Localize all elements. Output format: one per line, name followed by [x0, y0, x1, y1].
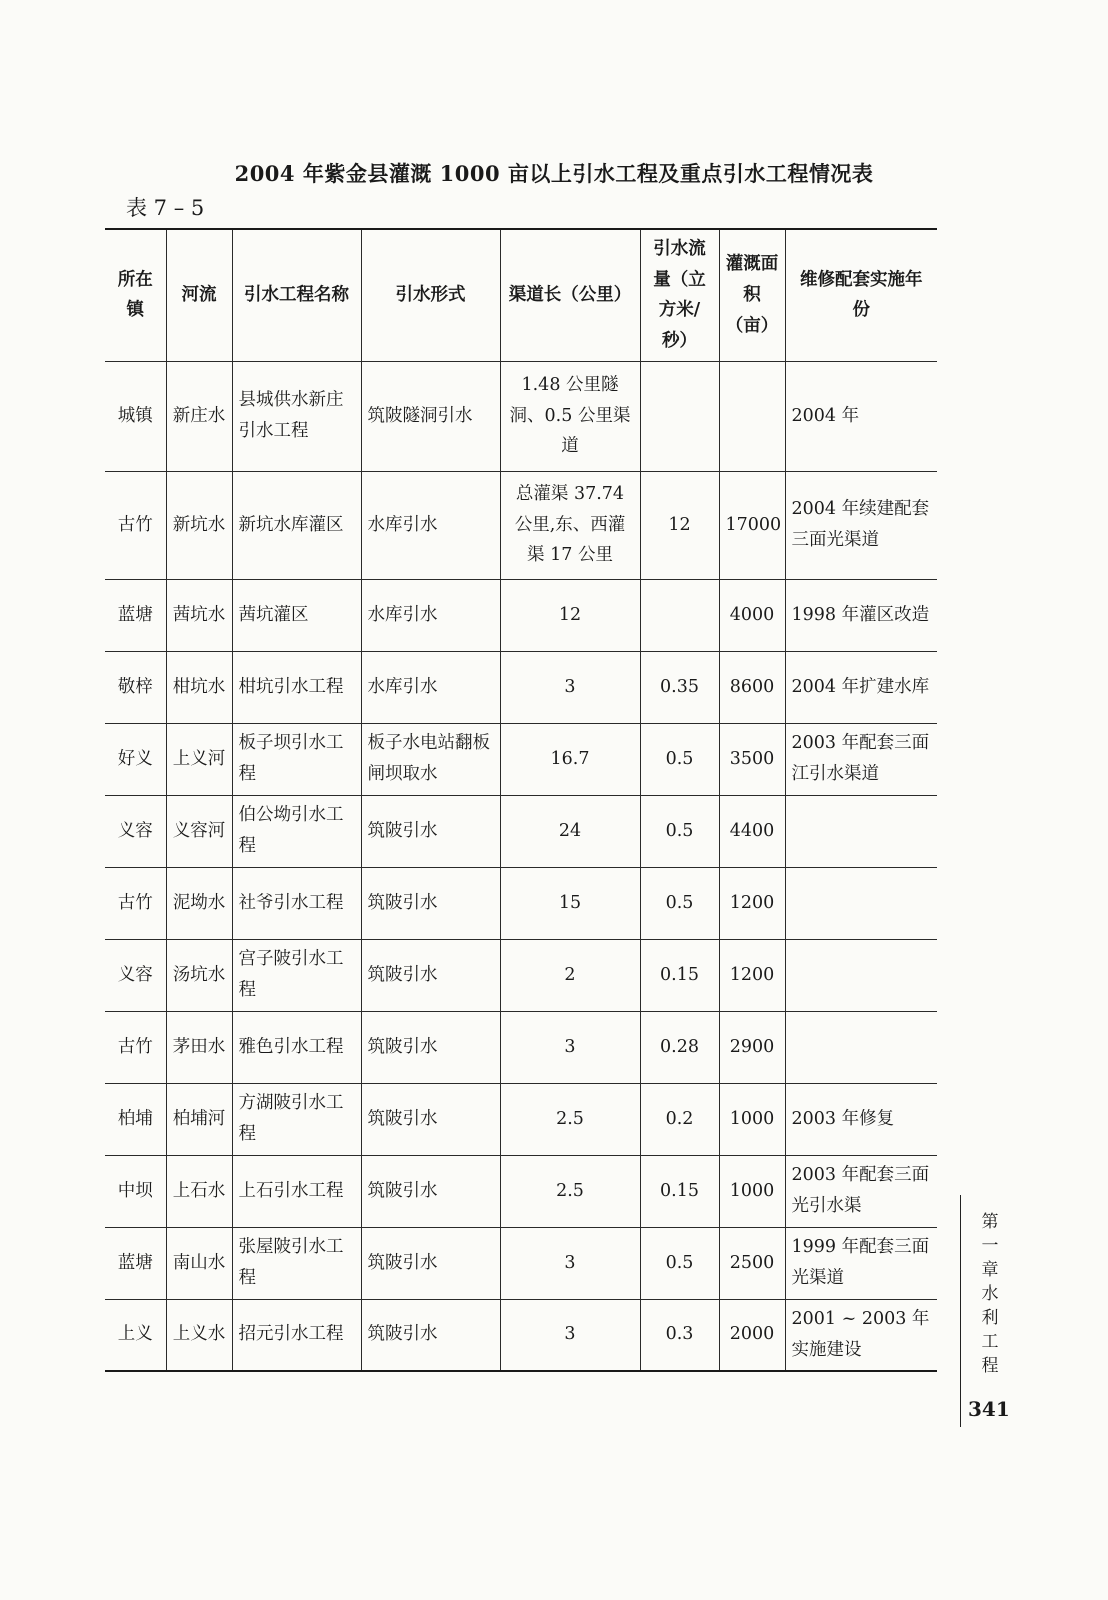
cell-length: 2	[500, 939, 640, 1011]
cell-length: 3	[500, 1011, 640, 1083]
table-row	[105, 795, 937, 867]
cell-flow: 0.15	[640, 939, 719, 1011]
header-year: 维修配套实施年份	[785, 229, 937, 361]
cell-town: 好义	[105, 723, 166, 795]
cell-form: 筑陂引水	[361, 939, 500, 1011]
cell-area: 2500	[719, 1227, 785, 1299]
cell-form: 筑陂引水	[361, 795, 500, 867]
cell-river: 柏埔河	[166, 1083, 232, 1155]
table-row	[105, 1083, 937, 1155]
cell-river: 茅田水	[166, 1011, 232, 1083]
cell-area: 4000	[719, 579, 785, 651]
cell-river: 上义河	[166, 723, 232, 795]
cell-flow: 0.28	[640, 1011, 719, 1083]
table-row	[105, 651, 937, 723]
cell-name: 板子坝引水工程	[232, 723, 361, 795]
cell-river: 上义水	[166, 1299, 232, 1371]
cell-form: 筑陂隧洞引水	[361, 361, 500, 471]
cell-name: 伯公坳引水工程	[232, 795, 361, 867]
cell-name: 柑坑引水工程	[232, 651, 361, 723]
cell-year: 2003 年配套三面光引水渠	[785, 1155, 937, 1227]
table-row	[105, 1155, 937, 1227]
cell-flow: 12	[640, 471, 719, 579]
cell-flow	[640, 361, 719, 471]
cell-form: 水库引水	[361, 579, 500, 651]
cell-name: 招元引水工程	[232, 1299, 361, 1371]
header-project-name: 引水工程名称	[232, 229, 361, 361]
cell-area: 4400	[719, 795, 785, 867]
page-title: 2004 年紫金县灌溉 1000 亩以上引水工程及重点引水工程情况表	[234, 161, 874, 186]
cell-area: 2000	[719, 1299, 785, 1371]
table-row	[105, 723, 937, 795]
cell-flow: 0.15	[640, 1155, 719, 1227]
cell-length: 2.5	[500, 1155, 640, 1227]
cell-flow: 0.5	[640, 795, 719, 867]
cell-year: 2004 年续建配套三面光渠道	[785, 471, 937, 579]
cell-river: 柑坑水	[166, 651, 232, 723]
cell-town: 古竹	[105, 1011, 166, 1083]
header-town: 所在镇	[105, 229, 166, 361]
cell-length: 3	[500, 651, 640, 723]
cell-river: 新庄水	[166, 361, 232, 471]
cell-area: 1000	[719, 1155, 785, 1227]
table-number: 表 7 – 5	[126, 196, 205, 220]
page-number: 341	[968, 1397, 1010, 1421]
cell-area: 1200	[719, 867, 785, 939]
cell-town: 义容	[105, 795, 166, 867]
cell-name: 方湖陂引水工程	[232, 1083, 361, 1155]
cell-river: 南山水	[166, 1227, 232, 1299]
cell-name: 新坑水库灌区	[232, 471, 361, 579]
cell-form: 水库引水	[361, 471, 500, 579]
cell-length: 3	[500, 1299, 640, 1371]
cell-year	[785, 795, 937, 867]
header-flow: 引水流量（立方米/秒）	[640, 229, 719, 361]
table-row	[105, 579, 937, 651]
cell-length: 12	[500, 579, 640, 651]
cell-form: 筑陂引水	[361, 1299, 500, 1371]
cell-form: 筑陂引水	[361, 1155, 500, 1227]
cell-year	[785, 939, 937, 1011]
cell-name: 张屋陂引水工程	[232, 1227, 361, 1299]
cell-river: 上石水	[166, 1155, 232, 1227]
cell-form: 筑陂引水	[361, 1227, 500, 1299]
cell-year: 2001 ~ 2003 年实施建设	[785, 1299, 937, 1371]
table-row	[105, 361, 937, 471]
cell-town: 古竹	[105, 867, 166, 939]
cell-town: 蓝塘	[105, 1227, 166, 1299]
cell-name: 县城供水新庄引水工程	[232, 361, 361, 471]
cell-area: 17000	[719, 471, 785, 579]
cell-form: 筑陂引水	[361, 1083, 500, 1155]
cell-year: 1998 年灌区改造	[785, 579, 937, 651]
cell-length: 15	[500, 867, 640, 939]
cell-flow: 0.2	[640, 1083, 719, 1155]
cell-year: 2003 年修复	[785, 1083, 937, 1155]
header-river: 河流	[166, 229, 232, 361]
cell-year: 2003 年配套三面江引水渠道	[785, 723, 937, 795]
cell-town: 柏埔	[105, 1083, 166, 1155]
cell-form: 板子水电站翻板闸坝取水	[361, 723, 500, 795]
cell-form: 筑陂引水	[361, 867, 500, 939]
cell-form: 水库引水	[361, 651, 500, 723]
table-row	[105, 939, 937, 1011]
header-length: 渠道长（公里）	[500, 229, 640, 361]
cell-river: 泥坳水	[166, 867, 232, 939]
cell-flow	[640, 579, 719, 651]
cell-year: 2004 年扩建水库	[785, 651, 937, 723]
cell-length: 3	[500, 1227, 640, 1299]
table-row	[105, 1299, 937, 1371]
irrigation-table	[105, 228, 937, 1372]
cell-river: 汤坑水	[166, 939, 232, 1011]
chapter-label: 第一章 水利工程	[981, 1212, 999, 1376]
cell-area: 8600	[719, 651, 785, 723]
cell-form: 筑陂引水	[361, 1011, 500, 1083]
cell-flow: 0.5	[640, 867, 719, 939]
table-row	[105, 471, 937, 579]
cell-name: 社爷引水工程	[232, 867, 361, 939]
cell-length: 1.48 公里隧洞、0.5 公里渠道	[500, 361, 640, 471]
cell-name: 雅色引水工程	[232, 1011, 361, 1083]
cell-flow: 0.35	[640, 651, 719, 723]
header-form: 引水形式	[361, 229, 500, 361]
cell-length: 2.5	[500, 1083, 640, 1155]
cell-town: 城镇	[105, 361, 166, 471]
cell-town: 义容	[105, 939, 166, 1011]
cell-year: 1999 年配套三面光渠道	[785, 1227, 937, 1299]
cell-length: 16.7	[500, 723, 640, 795]
table-row	[105, 1011, 937, 1083]
cell-name: 茜坑灌区	[232, 579, 361, 651]
cell-area: 1200	[719, 939, 785, 1011]
cell-river: 茜坑水	[166, 579, 232, 651]
cell-name: 宫子陂引水工程	[232, 939, 361, 1011]
table-row	[105, 1227, 937, 1299]
cell-year	[785, 867, 937, 939]
cell-river: 新坑水	[166, 471, 232, 579]
cell-length: 总灌渠 37.74 公里,东、西灌渠 17 公里	[500, 471, 640, 579]
cell-area: 2900	[719, 1011, 785, 1083]
table-row	[105, 867, 937, 939]
cell-flow: 0.5	[640, 1227, 719, 1299]
cell-year	[785, 1011, 937, 1083]
header-area: 灌溉面积（亩）	[719, 229, 785, 361]
cell-year: 2004 年	[785, 361, 937, 471]
cell-area: 1000	[719, 1083, 785, 1155]
cell-town: 蓝塘	[105, 579, 166, 651]
cell-length: 24	[500, 795, 640, 867]
cell-area: 3500	[719, 723, 785, 795]
cell-area	[719, 361, 785, 471]
cell-flow: 0.5	[640, 723, 719, 795]
table-header-row	[105, 229, 937, 361]
cell-town: 中坝	[105, 1155, 166, 1227]
cell-name: 上石引水工程	[232, 1155, 361, 1227]
cell-flow: 0.3	[640, 1299, 719, 1371]
cell-town: 上义	[105, 1299, 166, 1371]
cell-town: 敬梓	[105, 651, 166, 723]
cell-town: 古竹	[105, 471, 166, 579]
cell-river: 义容河	[166, 795, 232, 867]
